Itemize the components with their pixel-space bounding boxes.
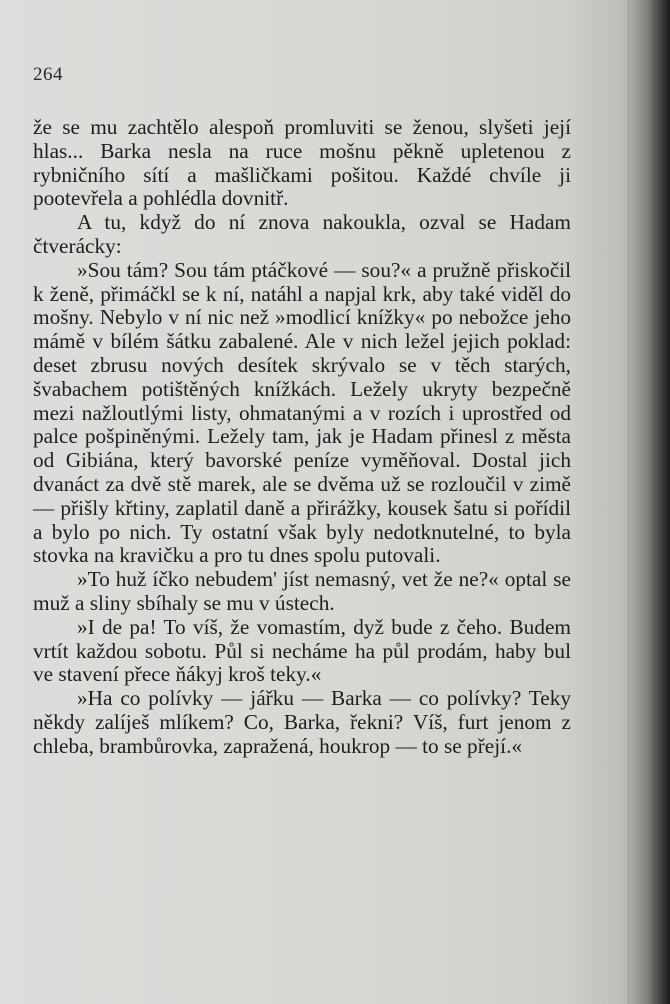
paragraph: »To huž íčko nebudem' jíst nemasný, vet že ne?« optal se muž a sliny sbíhaly se mu v ústech.	[33, 567, 571, 615]
paragraph: »Ha co polívky — jářku — Barka — co polívky? Teky někdy zalíješ mlíkem? Co, Barka, řekni? Víš, furt jenom z chleba, brambůrovka, zapražená, houkrop — to se přejí.«	[33, 686, 571, 758]
body-text	[33, 116, 571, 759]
page-fold-line	[628, 0, 629, 1004]
page-number: 264	[33, 64, 63, 85]
paragraph: »Sou tám? Sou tám ptáčkové — sou?« a pružně přiskočil k ženě, přimáčkl se k ní, natáhl a napjal krk, aby také viděl do mošny. Nebylo v ní nic než »modlicí knížky« po nebožce jeho mámě v bílém šátku zabalené. Ale v nich ležel jejich poklad: deset zbrusu nových desítek skrývalo se v těch starých, švabachem potištěných knížkách. Ležely ukryty bezpečně mezi nažloutlými listy, ohmatanými a v rozích i uprostřed od palce pošpiněnými. Ležely tam, jak je Hadam přinesl z města od Gibiána, který bavorské peníze vyměňoval. Dostal jich dvanáct za dvě stě marek, ale se dvěma už se rozloučil v zimě — přišly křtiny, zaplatil daně a přirážky, kousek šatu si pořídil a bylo po nich. Ty ostatní však byly nedotknutelné, to byla stovka na kravičku a pro tu dnes spolu putovali.	[33, 257, 571, 568]
binding-shadow	[648, 0, 670, 1004]
paragraph: »I de pa! To víš, že vomastím, dyž bude z čeho. Budem vrtít každou sobotu. Půl si necháme ha půl prodám, haby bul ve stavení přece ňákyj kroš teky.«	[33, 614, 571, 687]
paragraph: A tu, když do ní znova nakoukla, ozval se Hadam čtverácky:	[33, 210, 571, 258]
paragraph: že se mu zachtělo alespoň promluviti se ženou, slyšeti její hlas... Barka nesla na ruce mošnu pěkně upletenou z rybničního sítí a mašličkami pošitou. Každé chvíle ji pootevřela a pohlédla dovnitř.	[33, 115, 571, 211]
